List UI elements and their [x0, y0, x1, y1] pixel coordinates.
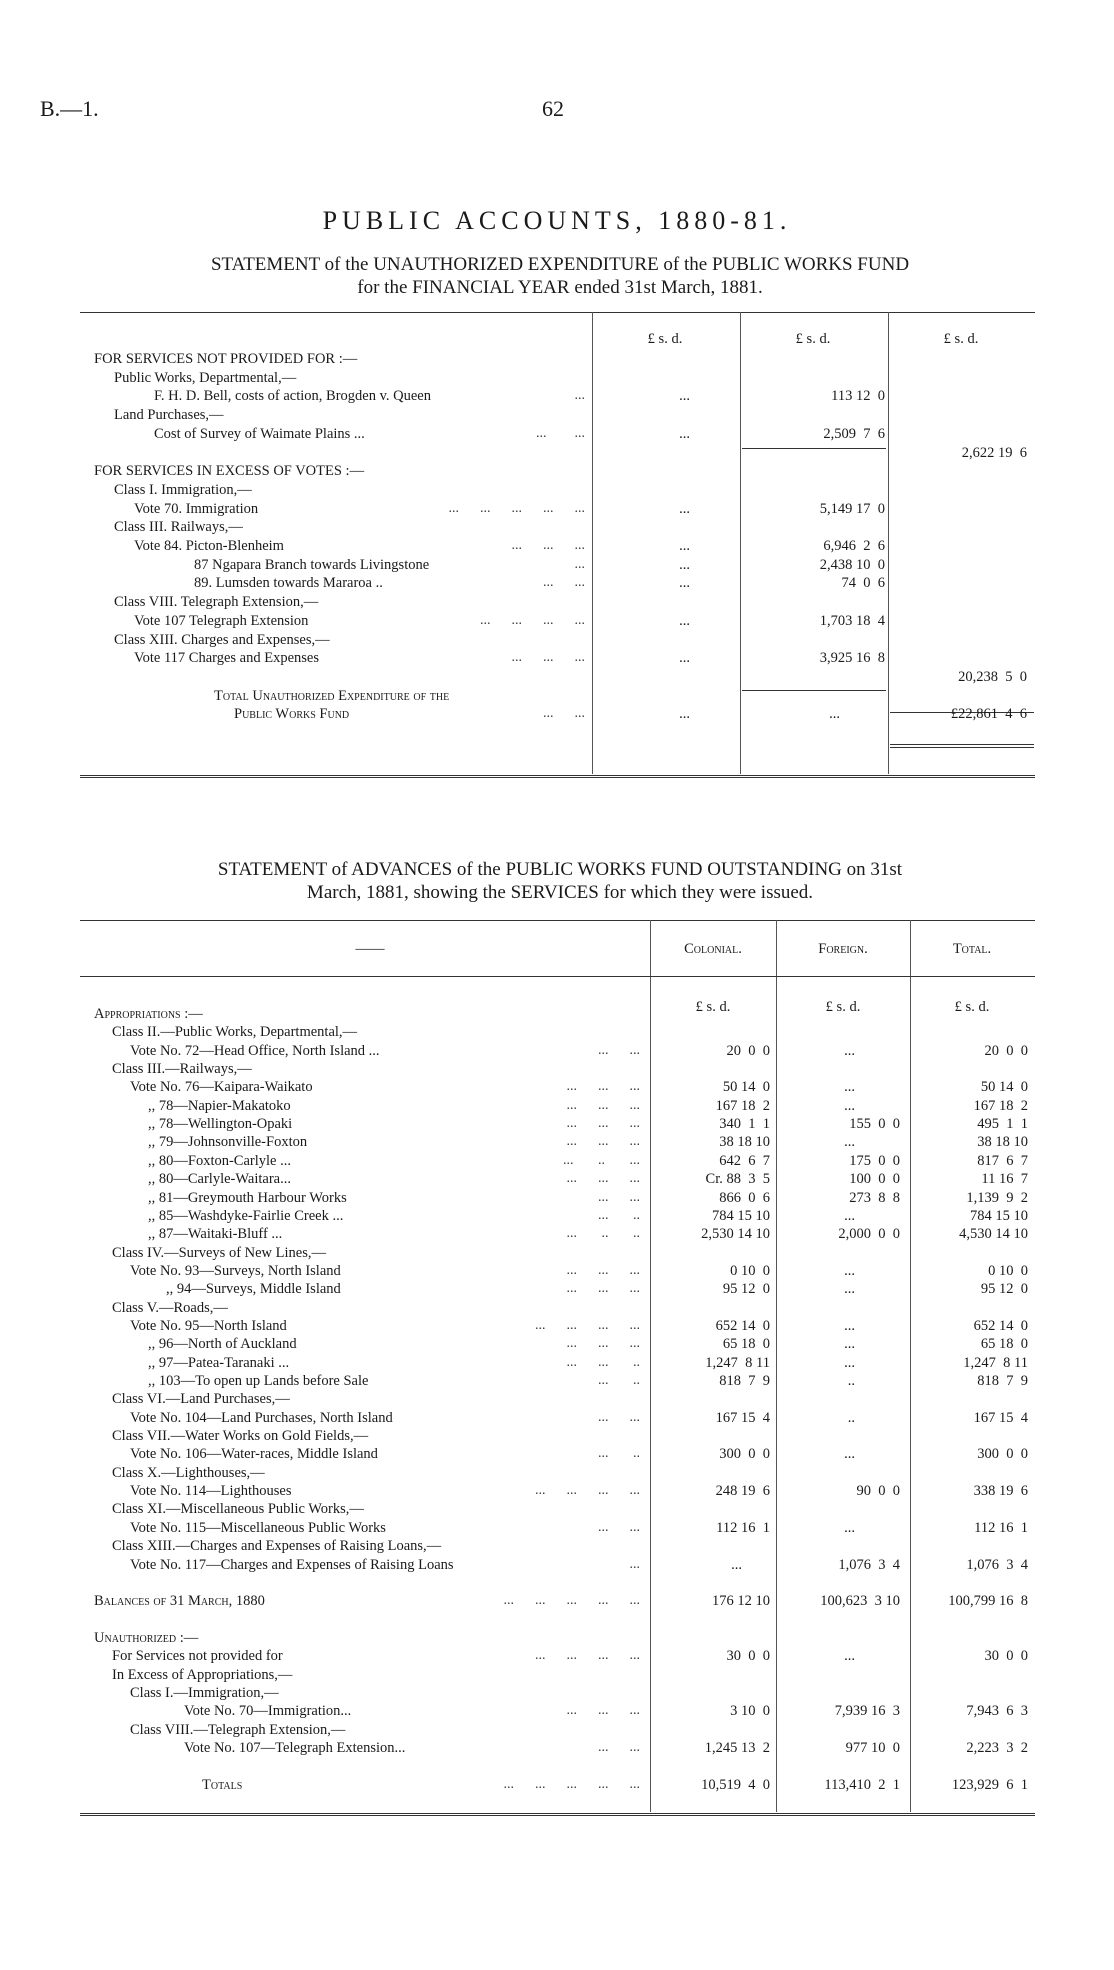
- amount-1: 167 15 4: [715, 1409, 770, 1426]
- table-row: [0, 1702, 1114, 1720]
- amount-1: ...: [679, 556, 690, 573]
- amount-3: 20 0 0: [984, 1042, 1028, 1059]
- amount-3: 1,247 8 11: [963, 1354, 1028, 1371]
- table-row: [0, 1445, 1114, 1463]
- leader-dots: ... .. ...: [563, 1152, 640, 1168]
- leader-dots: ... .. ..: [566, 1226, 640, 1242]
- row-label: Class V.—Roads,—: [112, 1299, 228, 1316]
- row-label: F. H. D. Bell, costs of action, Brogden v. Queen: [154, 388, 431, 405]
- leader-dots: ...: [574, 388, 585, 404]
- amount-2: 2,509 7 6: [823, 425, 885, 442]
- table-row: [0, 1262, 1114, 1280]
- leader-dots: ... ...: [543, 706, 585, 722]
- statement2-col-foreign: Foreign.: [818, 941, 868, 957]
- table-row: [0, 1721, 1114, 1739]
- row-label: Class XIII.—Charges and Expenses of Raising Loans,—: [112, 1538, 442, 1555]
- leader-dots: ... ... ...: [566, 1336, 640, 1352]
- table-row: [0, 1757, 1114, 1775]
- table-row: [0, 1427, 1114, 1445]
- row-label: In Excess of Appropriations,—: [112, 1666, 293, 1683]
- row-label: Vote No. 107—Telegraph Extension...: [184, 1740, 406, 1756]
- row-label: ,, 97—Patea-Taranaki ...: [148, 1354, 290, 1371]
- amount-1: 784 15 10: [712, 1207, 770, 1224]
- amount-1: ...: [679, 706, 690, 723]
- amount-1: 642 6 7: [719, 1152, 770, 1169]
- row-label: Balances of 31 March, 1880: [94, 1593, 265, 1610]
- leader-dots: ... ... ...: [566, 1281, 640, 1297]
- amount-1: ...: [679, 388, 690, 405]
- amount-2: ...: [844, 1446, 855, 1463]
- leader-dots: ... ...: [598, 1740, 640, 1755]
- amount-1: 3 10 0: [730, 1703, 770, 1720]
- leader-dots: ... ... ... ...: [535, 1648, 640, 1664]
- amount-2: ...: [844, 1207, 855, 1224]
- table-row: [0, 500, 1114, 518]
- row-label: Vote No. 106—Water-races, Middle Island: [130, 1446, 378, 1463]
- row-label: Unauthorized :—: [94, 1629, 199, 1646]
- amount-1: 30 0 0: [726, 1648, 770, 1665]
- leader-dots: ... ... ... ... ...: [503, 1593, 640, 1609]
- amount-1: 95 12 0: [722, 1281, 770, 1298]
- amount-3: 50 14 0: [980, 1079, 1028, 1096]
- amount-3: 4,530 14 10: [959, 1226, 1028, 1243]
- amount-3: 2,223 3 2: [966, 1740, 1028, 1756]
- statement2-col3-units: £ s. d.: [954, 999, 990, 1015]
- table-row: [0, 1299, 1114, 1317]
- amount-1: 652 14 0: [715, 1317, 770, 1334]
- table-row: [0, 1023, 1114, 1041]
- amount-3: 20,238 5 0: [958, 668, 1027, 685]
- table-row: [0, 1482, 1114, 1500]
- row-label: Class XI.—Miscellaneous Public Works,—: [112, 1501, 364, 1518]
- leader-dots: ... ... ... ...: [480, 612, 585, 628]
- leader-dots: ... ..: [598, 1207, 640, 1223]
- row-label: Class XIII. Charges and Expenses,—: [114, 631, 330, 648]
- statement2-col2-units: £ s. d.: [825, 999, 861, 1015]
- table-row: [0, 481, 1114, 499]
- amount-2: 113 12 0: [831, 388, 885, 405]
- amount-1: 340 1 1: [719, 1116, 770, 1133]
- amount-1: 1,247 8 11: [705, 1354, 770, 1371]
- table-row: [0, 1317, 1114, 1335]
- table-row: [0, 1776, 1114, 1794]
- row-label: Vote No. 115—Miscellaneous Public Works: [130, 1519, 386, 1536]
- amount-2: ...: [844, 1262, 855, 1279]
- table-row: [0, 705, 1114, 723]
- row-label: Class I. Immigration,—: [114, 481, 252, 498]
- table-row: [0, 1078, 1114, 1096]
- amount-2: ...: [829, 706, 840, 723]
- row-label: Public Works Fund: [234, 706, 350, 723]
- leader-dots: ... ... ...: [566, 1116, 640, 1132]
- amount-1: 167 18 2: [715, 1097, 770, 1114]
- amount-1: 176 12 10: [712, 1593, 770, 1610]
- table-row: [0, 1666, 1114, 1684]
- row-label: 87 Ngapara Branch towards Livingstone: [194, 556, 430, 573]
- row-label: 89. Lumsden towards Mararoa ..: [194, 575, 383, 592]
- table-row: [0, 1647, 1114, 1665]
- table-row: [0, 518, 1114, 536]
- table-row: [0, 444, 1114, 462]
- amount-2: 155 0 0: [849, 1116, 900, 1133]
- leader-dots: ... ... ...: [566, 1097, 640, 1113]
- table-row: [0, 1005, 1114, 1023]
- row-label: ,, 85—Washdyke-Fairlie Creek ...: [148, 1207, 344, 1224]
- table-row: [0, 369, 1114, 387]
- statement1-total-double-rule: [890, 744, 1034, 748]
- row-label: Vote No. 72—Head Office, North Island ...: [130, 1042, 380, 1059]
- table-row: [0, 1152, 1114, 1170]
- table-row: [0, 537, 1114, 555]
- table-row: [0, 593, 1114, 611]
- amount-2: 273 8 8: [849, 1189, 900, 1206]
- table-row: [0, 1354, 1114, 1372]
- statement1-heading-line2-text: for the FINANCIAL YEAR ended 31st March, 1881.: [357, 277, 763, 298]
- row-label: Vote No. 104—Land Purchases, North Island: [130, 1409, 393, 1426]
- leader-dots: ... ...: [598, 1189, 640, 1205]
- amount-2: ...: [844, 1354, 855, 1371]
- amount-3: 817 6 7: [977, 1152, 1028, 1169]
- leader-dots: ... ...: [536, 425, 585, 441]
- amount-1: 0 10 0: [730, 1262, 770, 1279]
- leader-dots: ... ... ...: [566, 1171, 640, 1187]
- amount-2: 175 0 0: [849, 1152, 900, 1169]
- leader-dots: ...: [574, 556, 585, 572]
- table-row: [0, 462, 1114, 480]
- row-label: Class II.—Public Works, Departmental,—: [112, 1024, 358, 1041]
- table-row: [0, 1464, 1114, 1482]
- amount-3: 0 10 0: [988, 1262, 1028, 1279]
- amount-1: ...: [679, 650, 690, 667]
- row-label: Class III. Railways,—: [114, 519, 243, 536]
- row-label: Vote No. 93—Surveys, North Island: [130, 1262, 341, 1279]
- row-label: ,, 78—Napier-Makatoko: [148, 1097, 291, 1114]
- row-label: ,, 80—Foxton-Carlyle ...: [148, 1152, 291, 1169]
- row-label: Total Unauthorized Expenditure of the: [214, 687, 450, 704]
- statement1-col2-units: £ s. d.: [795, 331, 831, 347]
- amount-2: 3,925 16 8: [819, 650, 885, 667]
- amount-3: 11 16 7: [981, 1171, 1028, 1188]
- row-label: Cost of Survey of Waimate Plains ...: [154, 425, 365, 442]
- statement1-heading-line2: [80, 277, 1040, 298]
- amount-3: 1,139 9 2: [966, 1189, 1028, 1206]
- amount-1: 2,530 14 10: [701, 1226, 770, 1243]
- amount-3: 2,622 19 6: [961, 444, 1027, 461]
- amount-3: 1,076 3 4: [966, 1556, 1028, 1573]
- table-row: [0, 1409, 1114, 1427]
- row-label: Vote 84. Picton-Blenheim: [134, 538, 284, 554]
- amount-2: 100 0 0: [849, 1171, 900, 1188]
- amount-3: 167 15 4: [973, 1409, 1028, 1426]
- amount-2: ..: [847, 1373, 855, 1389]
- amount-2: ...: [844, 1648, 855, 1665]
- table-row: [0, 1519, 1114, 1537]
- amount-1: ...: [679, 425, 690, 442]
- amount-3: 495 1 1: [977, 1116, 1028, 1133]
- amount-2: ...: [844, 1079, 855, 1096]
- table-row: [0, 1372, 1114, 1390]
- amount-2: 7,939 16 3: [834, 1703, 900, 1720]
- statement1-heading-line1: STATEMENT of the UNAUTHORIZED EXPENDITURE of the PUBLIC WORKS FUND: [210, 254, 910, 275]
- table-row: [0, 1280, 1114, 1298]
- amount-2: ...: [844, 1519, 855, 1536]
- amount-3: £22,861 4 6: [950, 706, 1027, 723]
- amount-3: 112 16 1: [974, 1519, 1028, 1536]
- leader-dots: ... ... ...: [566, 1079, 640, 1095]
- amount-2: 100,623 3 10: [820, 1593, 900, 1610]
- row-label: ,, 79—Johnsonville-Foxton: [148, 1134, 308, 1151]
- amount-1: 10,519 4 0: [701, 1776, 770, 1793]
- amount-3: 38 18 10: [977, 1134, 1028, 1151]
- amount-3: 784 15 10: [970, 1207, 1028, 1224]
- leader-dots: ... ..: [598, 1373, 640, 1388]
- amount-3: 7,943 6 3: [966, 1703, 1028, 1720]
- leader-dots: ... ...: [598, 1519, 640, 1535]
- amount-3: 818 7 9: [977, 1373, 1028, 1389]
- row-label: Class VIII. Telegraph Extension,—: [114, 594, 319, 611]
- amount-2: ..: [847, 1409, 855, 1426]
- row-label: Class III.—Railways,—: [112, 1061, 252, 1078]
- table-row: [0, 1500, 1114, 1518]
- row-label: Vote No. 76—Kaipara-Waikato: [130, 1079, 313, 1096]
- amount-1: 112 16 1: [716, 1519, 770, 1536]
- leader-dots: ... ... ... ...: [535, 1317, 640, 1333]
- amount-1: 818 7 9: [719, 1373, 770, 1389]
- statement2-col1-units: £ s. d.: [695, 999, 731, 1015]
- table-row: [0, 387, 1114, 405]
- leader-dots: ... ... ..: [566, 1354, 640, 1370]
- table-row: [0, 350, 1114, 368]
- row-label: Class I.—Immigration,—: [130, 1684, 279, 1701]
- leader-dots: ... ...: [598, 1042, 640, 1058]
- amount-1: 1,245 13 2: [704, 1740, 770, 1756]
- table-row: [0, 687, 1114, 705]
- row-label: FOR SERVICES NOT PROVIDED FOR :—: [94, 351, 358, 367]
- amount-2: 6,946 2 6: [823, 538, 885, 554]
- leader-dots: ... ... ...: [511, 650, 585, 666]
- leader-dots: ...: [629, 1556, 640, 1572]
- table-row: [0, 1335, 1114, 1353]
- amount-2: ...: [844, 1134, 855, 1151]
- amount-1: 50 14 0: [722, 1079, 770, 1096]
- amount-3: 300 0 0: [977, 1446, 1028, 1463]
- table-row: [0, 1574, 1114, 1592]
- row-label: Vote 117 Charges and Expenses: [134, 650, 319, 667]
- amount-2: 1,076 3 4: [838, 1556, 900, 1573]
- row-label: Public Works, Departmental,—: [114, 369, 297, 386]
- table-row: [0, 1115, 1114, 1133]
- leader-dots: ... ... ...: [566, 1134, 640, 1150]
- amount-1: 20 0 0: [726, 1042, 770, 1059]
- amount-2: 977 10 0: [845, 1740, 900, 1756]
- amount-2: ...: [844, 1097, 855, 1114]
- leader-dots: ... ...: [543, 575, 585, 591]
- table-row: [0, 406, 1114, 424]
- statement2-header-rule: [80, 976, 1035, 977]
- statement2-heading-line2: [80, 882, 1040, 903]
- table-row: [0, 1556, 1114, 1574]
- table-row: [0, 649, 1114, 667]
- page-title: PUBLIC ACCOUNTS, 1880-81.: [322, 206, 792, 235]
- amount-2: ...: [844, 1042, 855, 1059]
- amount-2: 1,703 18 4: [819, 612, 885, 629]
- amount-2: ...: [844, 1317, 855, 1334]
- leader-dots: ... ... ...: [566, 1703, 640, 1719]
- leader-dots: ... ... ...: [511, 538, 585, 553]
- table-row: [0, 556, 1114, 574]
- table-row: [0, 1189, 1114, 1207]
- page-ref: B.—1.: [40, 96, 99, 121]
- row-label: Vote No. 95—North Island: [130, 1317, 287, 1334]
- statement2-col-colonial: Colonial.: [684, 941, 742, 957]
- page-number: 62: [542, 96, 564, 121]
- row-label: For Services not provided for: [112, 1648, 283, 1665]
- leader-dots: ... ... ... ... ...: [503, 1776, 640, 1792]
- amount-3: 100,799 16 8: [948, 1593, 1028, 1610]
- amount-2: 90 0 0: [856, 1483, 900, 1500]
- row-label: Class IV.—Surveys of New Lines,—: [112, 1244, 326, 1261]
- amount-2: 2,438 10 0: [819, 556, 885, 573]
- table-row: [0, 631, 1114, 649]
- amount-3: 30 0 0: [984, 1648, 1028, 1665]
- leader-dots: ... ..: [598, 1446, 640, 1462]
- table-row: [0, 1042, 1114, 1060]
- table-row: [0, 612, 1114, 630]
- statement2-desc-head: ——: [355, 941, 385, 957]
- amount-1: ...: [731, 1556, 742, 1573]
- amount-1: 866 0 6: [719, 1189, 770, 1206]
- row-label: Vote No. 114—Lighthouses: [130, 1483, 292, 1500]
- row-label: FOR SERVICES IN EXCESS OF VOTES :—: [94, 463, 365, 480]
- row-label: Class VI.—Land Purchases,—: [112, 1391, 290, 1408]
- amount-1: 65 18 0: [722, 1336, 770, 1353]
- table-row: [0, 1133, 1114, 1151]
- leader-dots: ... ... ...: [566, 1262, 640, 1278]
- row-label: ,, 94—Surveys, Middle Island: [166, 1281, 341, 1298]
- row-label: Land Purchases,—: [114, 407, 224, 424]
- statement1-col3-units: £ s. d.: [943, 331, 979, 347]
- amount-1: ...: [679, 575, 690, 592]
- statement2-heading-line1: STATEMENT of ADVANCES of the PUBLIC WORKS FUND OUTSTANDING on 31st: [217, 859, 903, 880]
- amount-3: 65 18 0: [980, 1336, 1028, 1353]
- amount-3: 652 14 0: [973, 1317, 1028, 1334]
- amount-3: 123,929 6 1: [951, 1776, 1028, 1793]
- table-row: [0, 1739, 1114, 1757]
- row-label: ,, 81—Greymouth Harbour Works: [148, 1189, 347, 1206]
- leader-dots: ... ... ... ...: [535, 1483, 640, 1499]
- amount-2: 74 0 6: [841, 575, 885, 592]
- amount-2: 2,000 0 0: [838, 1226, 900, 1243]
- statement2-heading-line2-text: March, 1881, showing the SERVICES for which they were issued.: [306, 882, 814, 903]
- row-label: Vote 107 Telegraph Extension: [134, 612, 309, 629]
- table-row: [0, 1207, 1114, 1225]
- row-label: ,, 96—North of Auckland: [148, 1336, 297, 1353]
- leader-dots: ... ...: [598, 1409, 640, 1425]
- amount-1: 300 0 0: [719, 1446, 770, 1463]
- leader-dots: ... ... ... ... ...: [448, 500, 585, 516]
- table-row: [0, 668, 1114, 686]
- table-row: [0, 574, 1114, 592]
- table-row: [0, 425, 1114, 443]
- row-label: Class X.—Lighthouses,—: [112, 1464, 265, 1481]
- amount-2: ...: [844, 1281, 855, 1298]
- table-row: [0, 1592, 1114, 1610]
- row-label: Vote No. 70—Immigration...: [184, 1703, 352, 1720]
- table-row: [0, 1390, 1114, 1408]
- table-row: [0, 1244, 1114, 1262]
- amount-3: 167 18 2: [973, 1097, 1028, 1114]
- row-label: ,, 103—To open up Lands before Sale: [148, 1373, 369, 1389]
- row-label: Vote 70. Immigration: [134, 500, 259, 517]
- amount-1: 248 19 6: [715, 1483, 770, 1500]
- table-row: [0, 1684, 1114, 1702]
- row-label: Class VIII.—Telegraph Extension,—: [130, 1721, 346, 1738]
- amount-1: ...: [679, 500, 690, 517]
- table-row: [0, 1097, 1114, 1115]
- row-label: Appropriations :—: [94, 1006, 203, 1022]
- amount-1: ...: [679, 612, 690, 629]
- row-label: Totals: [202, 1776, 243, 1793]
- amount-2: 5,149 17 0: [819, 500, 885, 517]
- row-label: Class VII.—Water Works on Gold Fields,—: [112, 1428, 369, 1445]
- statement1-col1-units: £ s. d.: [647, 331, 683, 347]
- table-row: [0, 1060, 1114, 1078]
- amount-3: 338 19 6: [973, 1483, 1028, 1500]
- amount-2: 113,410 2 1: [824, 1776, 900, 1793]
- amount-2: ...: [844, 1336, 855, 1353]
- row-label: ,, 80—Carlyle-Waitara...: [148, 1171, 291, 1188]
- table-row: [0, 1170, 1114, 1188]
- statement2-col-total: Total.: [952, 941, 992, 957]
- table-row: [0, 1537, 1114, 1555]
- row-label: ,, 78—Wellington-Opaki: [148, 1116, 293, 1133]
- amount-1: Cr. 88 3 5: [705, 1171, 770, 1188]
- amount-1: ...: [679, 538, 690, 554]
- row-label: Vote No. 117—Charges and Expenses of Raising Loans: [130, 1556, 454, 1573]
- row-label: ,, 87—Waitaki-Bluff ...: [148, 1226, 283, 1243]
- amount-3: 95 12 0: [980, 1281, 1028, 1298]
- table-row: [0, 1629, 1114, 1647]
- amount-1: 38 18 10: [719, 1134, 770, 1151]
- table-row: [0, 1611, 1114, 1629]
- table-row: [0, 1225, 1114, 1243]
